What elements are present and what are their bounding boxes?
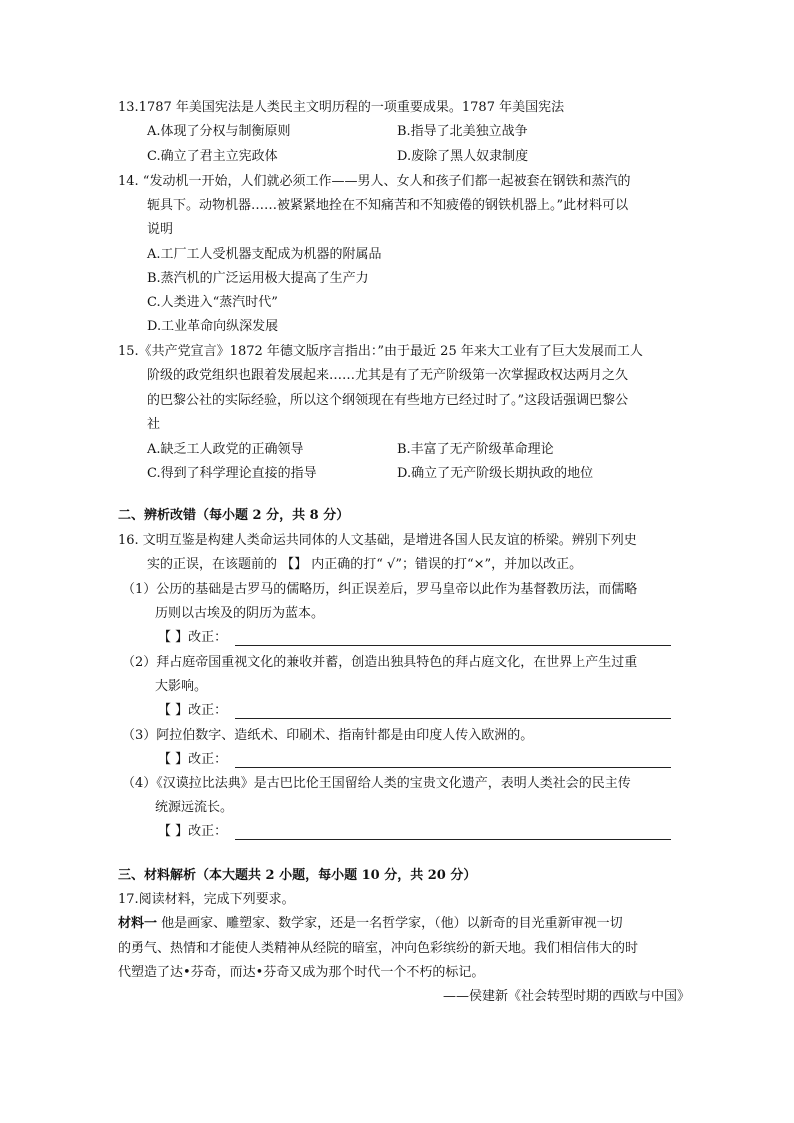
q13-option-c: C.确立了君主立宪政体	[147, 149, 278, 164]
q16-item-2-correction-label: 【 】改正：	[158, 703, 228, 718]
q16-item-2-line-2: 大影响。	[155, 679, 208, 694]
q15-stem-line-1: 15.《共产党宣言》1872 年德文版序言指出：”由于最近 25 年来大工业有了巨大发展而工人	[118, 344, 643, 359]
q15-stem-line-4: 社	[147, 417, 161, 432]
q14-option-b: B.蒸汽机的广泛运用极大提高了生产力	[147, 271, 369, 286]
q15-stem-line-2: 阶级的政党组织也跟着发展起来……尤其是有了无产阶级第一次掌握政权达两月之久	[147, 368, 629, 383]
q13-option-a: A.体现了分权与制衡原则	[147, 124, 291, 139]
q16-item-3-line-1: （3）阿拉伯数字、造纸术、印刷术、指南针都是由印度人传入欧洲的。	[122, 728, 534, 743]
section3-heading: 三、材料解析（本大题共 2 小题，每小题 10 分，共 20 分）	[118, 868, 477, 883]
q16-item-4-answer-line[interactable]	[235, 839, 671, 840]
q14-stem-line-3: 说明	[147, 222, 174, 237]
q16-item-3-answer-line[interactable]	[235, 767, 671, 768]
q16-item-1-answer-line[interactable]	[235, 645, 671, 646]
q16-item-2-answer-line[interactable]	[235, 718, 671, 719]
q13-option-d: D.废除了黑人奴隶制度	[397, 149, 529, 164]
q16-item-4-line-2: 统源远流长。	[155, 800, 234, 815]
q16-item-1-correction-label: 【 】改正：	[158, 630, 228, 645]
material-one-label: 材料一	[118, 916, 158, 931]
material-one-source: ——侯建新《社会转型时期的西欧与中国》	[442, 989, 690, 1004]
q13-option-b: B.指导了北美独立战争	[397, 124, 528, 139]
q14-option-c: C.人类进入“蒸汽时代”	[147, 295, 278, 310]
material-one-line-1: 他是画家、雕塑家、数学家，还是一名哲学家，（他）以新奇的目光重新审视一切	[157, 916, 623, 931]
material-one-line-2: 的勇气、热情和才能使人类精神从经院的暗室，冲向色彩缤纷的新天地。我们相信伟大的时	[118, 941, 639, 956]
q16-item-1-line-1: （1）公历的基础是古罗马的儒略历，纠正误差后，罗马皇帝以此作为基督教历法，而儒略	[122, 582, 638, 597]
q15-stem-line-3: 的巴黎公社的实际经验，所以这个纲领现在有些地方已经过时了。”这段话强调巴黎公	[147, 393, 629, 408]
q16-item-2-line-1: （2）拜占庭帝国重视文化的兼收并蓄，创造出独具特色的拜占庭文化，在世界上产生过重	[122, 655, 638, 670]
q16-stem-line-1: 16. 文明互鉴是构建人类命运共同体的人文基础，是增进各国人民友谊的桥梁。辨别下列史	[118, 533, 637, 548]
q16-item-1-line-2: 历则以古埃及的阴历为蓝本。	[155, 606, 325, 621]
q17-intro: 17.阅读材料，完成下列要求。	[118, 892, 295, 907]
q15-option-d: D.确立了无产阶级长期执政的地位	[397, 466, 594, 481]
q14-option-d: D.工业革命向纵深发展	[147, 319, 279, 334]
material-one-line-3: 代塑造了达•芬奇，而达•芬奇又成为那个时代一个不朽的标记。	[118, 965, 485, 980]
q15-option-c: C.得到了科学理论直接的指导	[147, 466, 317, 481]
q16-item-4-line-1: （4）《汉谟拉比法典》是古巴比伦王国留给人类的宝贵文化遗产，表明人类社会的民主传	[122, 776, 631, 791]
q16-stem-line-2: 实的正误，在该题前的 【】 内正确的打“ √”；错误的打“×”，并加以改正。	[147, 557, 583, 572]
material-one-first-line	[118, 912, 623, 936]
q14-stem-line-1: 14. “发动机一开始，人们就必须工作——男人、女人和孩子们都一起被套在钢铁和蒸汽的	[118, 174, 631, 189]
q13-stem: 13.1787 年美国宪法是人类民主文明历程的一项重要成果。1787 年美国宪法	[118, 100, 565, 115]
q16-item-4-correction-label: 【 】改正：	[158, 824, 228, 839]
q14-option-a: A.工厂工人受机器支配成为机器的附属品	[147, 247, 382, 262]
section2-heading: 二、辨析改错（每小题 2 分，共 8 分）	[118, 508, 350, 523]
q16-item-3-correction-label: 【 】改正：	[158, 752, 228, 767]
q14-stem-line-2: 轭具下。动物机器……被紧紧地拴在不知痛苦和不知疲倦的钢铁机器上。”此材料可以	[147, 198, 629, 213]
q15-option-a: A.缺乏工人政党的正确领导	[147, 442, 304, 457]
q15-option-b: B.丰富了无产阶级革命理论	[397, 442, 554, 457]
